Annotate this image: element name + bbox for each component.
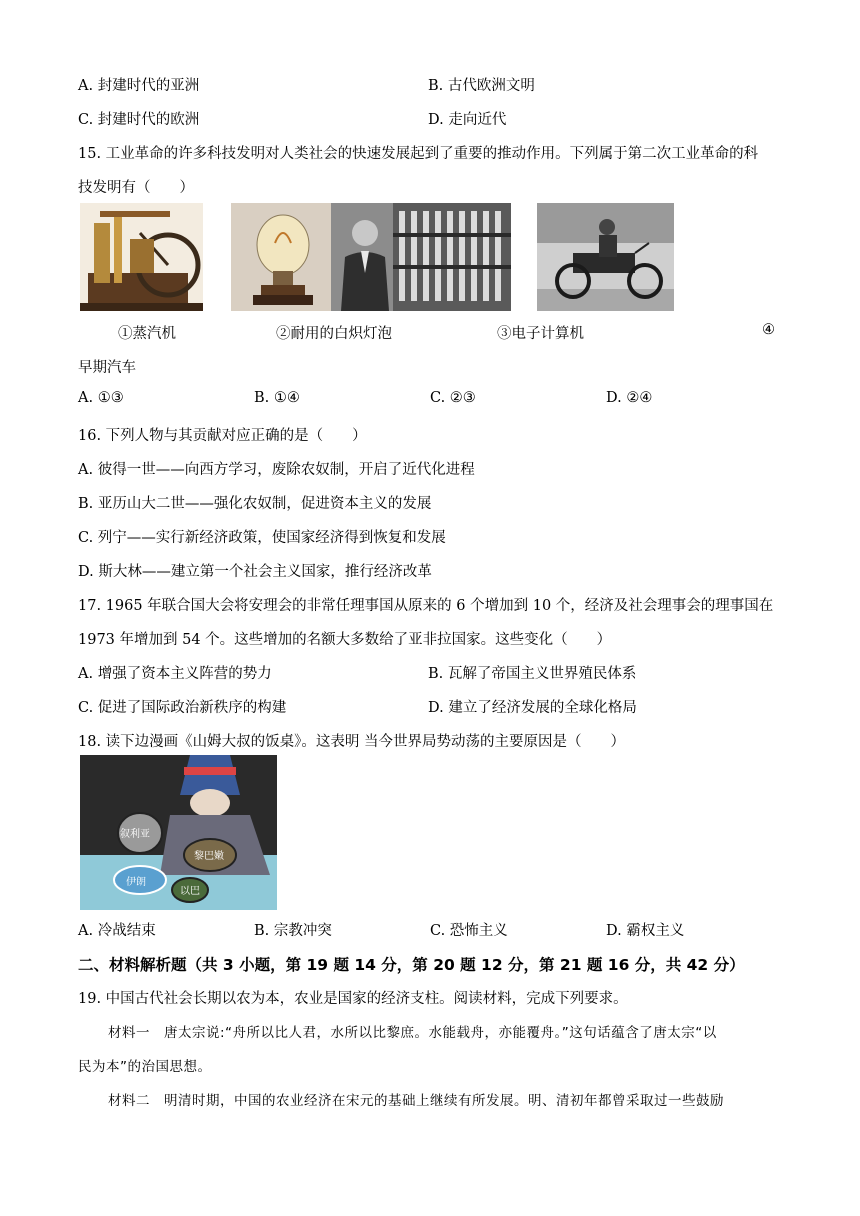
q19-stem: 19. 中国古代社会长期以农为本，农业是国家的经济支柱。阅读材料，完成下列要求。 — [78, 991, 628, 1007]
q14-option-b: B. 古代欧洲文明 — [428, 78, 535, 94]
early-car-photo — [537, 203, 674, 311]
caption-car-number: ④ — [762, 322, 775, 338]
q18-option-a: A. 冷战结束 — [78, 923, 156, 939]
q19-material-2: 材料二 明清时期，中国的农业经济在宋元的基础上继续有所发展。明、清初年都曾采取过一些鼓励 — [108, 1093, 724, 1109]
q18-stem: 18. 读下边漫画《山姆大叔的饭桌》。这表明 当今世界局势动荡的主要原因是（ ） — [78, 734, 626, 750]
q14-option-c: C. 封建时代的欧洲 — [78, 112, 200, 128]
q14-option-d: D. 走向近代 — [428, 112, 507, 128]
cartoon-label-iran: 伊朗 — [126, 877, 146, 888]
q17-option-b: B. 瓦解了帝国主义世界殖民体系 — [428, 666, 637, 682]
q15-option-c: C. ②③ — [430, 390, 476, 406]
q18-option-c: C. 恐怖主义 — [430, 923, 508, 939]
section-2-heading: 二、材料解析题（共 3 小题，第 19 题 14 分，第 20 题 12 分，第 21 题 16 分，共 42 分） — [78, 956, 745, 974]
q17-stem-line1: 17. 1965 年联合国大会将安理会的非常任理事国从原来的 6 个增加到 10 个，经济及社会理事会的理事国在 — [78, 598, 774, 614]
caption-steam-engine: ①蒸汽机 — [118, 326, 176, 342]
caption-light-bulb: ②耐用的白炽灯泡 — [276, 326, 392, 342]
caption-computer: ③电子计算机 — [497, 326, 584, 342]
q15-option-b: B. ①④ — [254, 390, 300, 406]
q16-option-d: D. 斯大林——建立第一个社会主义国家，推行经济改革 — [78, 564, 432, 580]
steam-engine-photo — [80, 203, 203, 311]
q15-stem-line2: 技发明有（ ） — [78, 180, 194, 196]
caption-car-text: 早期汽车 — [78, 360, 136, 376]
q19-material-1-line2: 民为本”的治国思想。 — [78, 1059, 212, 1075]
q15-option-d: D. ②④ — [606, 390, 653, 406]
q14-option-a: A. 封建时代的亚洲 — [78, 78, 200, 94]
q18-option-b: B. 宗教冲突 — [254, 923, 332, 939]
uncle-sam-cartoon — [80, 755, 277, 910]
q16-option-a: A. 彼得一世——向西方学习，废除农奴制，开启了近代化进程 — [78, 462, 475, 478]
q17-option-c: C. 促进了国际政治新秩序的构建 — [78, 700, 287, 716]
electronic-computer-photo — [331, 203, 511, 311]
light-bulb-photo — [231, 203, 336, 311]
q17-option-d: D. 建立了经济发展的全球化格局 — [428, 700, 637, 716]
q19-material-1-line1: 材料一 唐太宗说:“舟所以比人君，水所以比黎庶。水能载舟，亦能覆舟。”这句话蕴含了唐太宗“以 — [108, 1025, 717, 1041]
q17-stem-line2: 1973 年增加到 54 个。这些增加的名额大多数给了亚非拉国家。这些变化（ ） — [78, 632, 612, 648]
q15-stem-line1: 15. 工业革命的许多科技发明对人类社会的快速发展起到了重要的推动作用。下列属于第二次工业革命的科 — [78, 146, 759, 162]
q16-option-b: B. 亚历山大二世——强化农奴制，促进资本主义的发展 — [78, 496, 432, 512]
cartoon-label-israel-palestine: 以巴 — [180, 886, 200, 897]
q16-stem: 16. 下列人物与其贡献对应正确的是（ ） — [78, 428, 367, 444]
cartoon-label-lebanon: 黎巴嫩 — [194, 851, 224, 862]
cartoon-label-syria: 叙利亚 — [120, 829, 150, 840]
q15-option-a: A. ①③ — [78, 390, 124, 406]
q16-option-c: C. 列宁——实行新经济政策，使国家经济得到恢复和发展 — [78, 530, 446, 546]
q18-option-d: D. 霸权主义 — [606, 923, 685, 939]
q17-option-a: A. 增强了资本主义阵营的势力 — [78, 666, 272, 682]
